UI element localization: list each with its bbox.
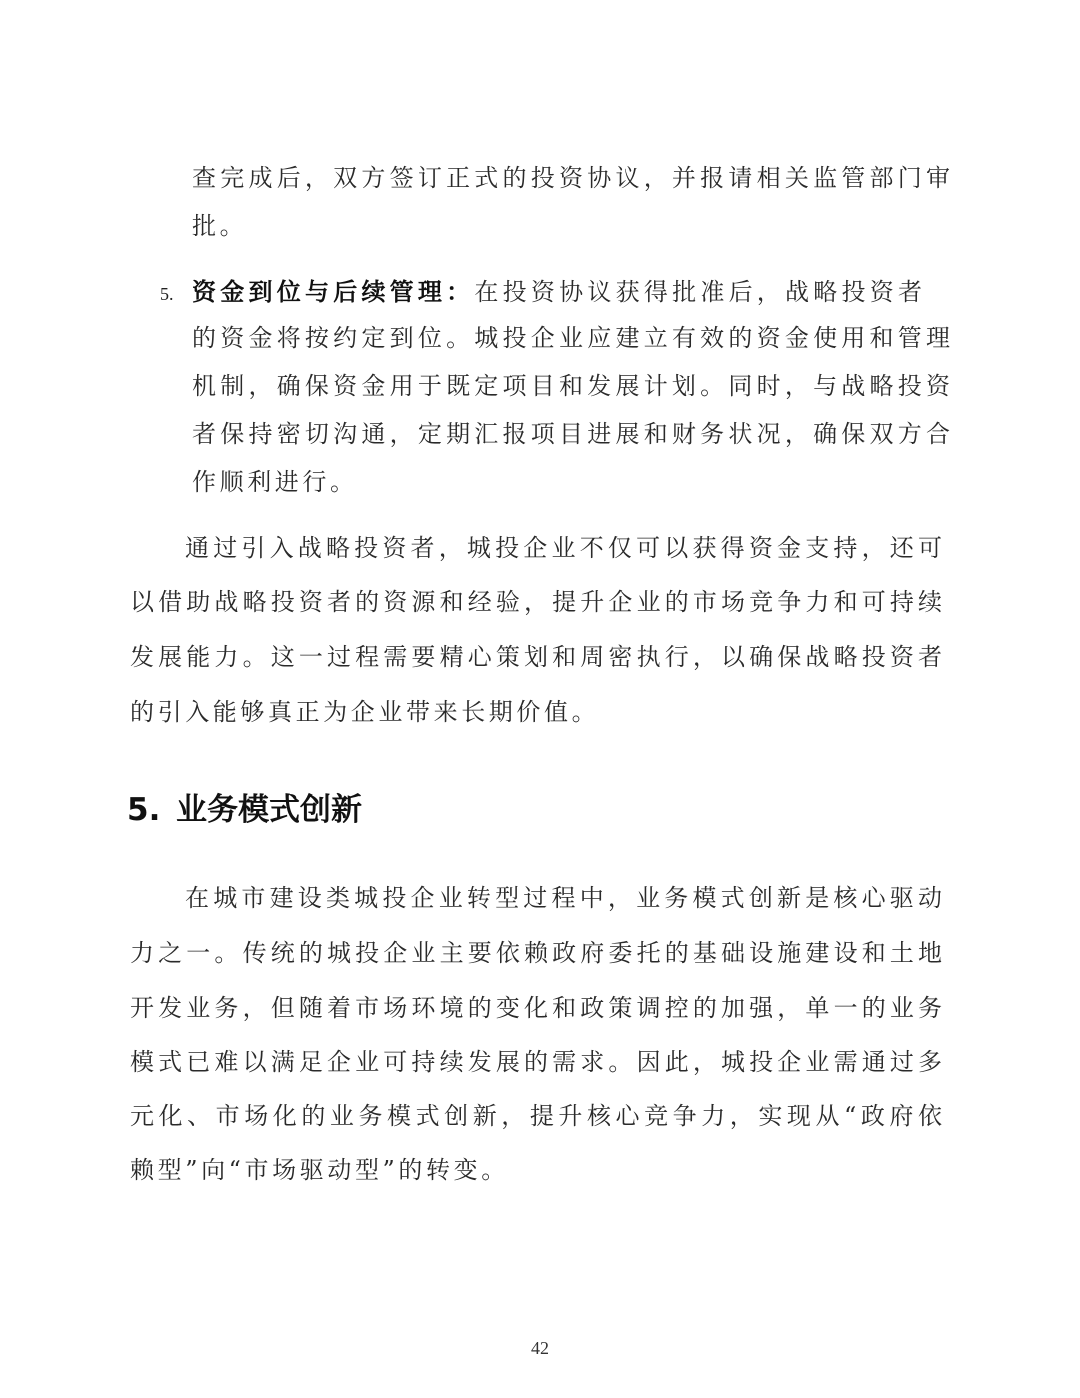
list-item-first-line (192, 276, 922, 308)
list-item-line: 机制，确保资金用于既定项目和发展计划。同时，与战略投资 (192, 372, 950, 400)
continuation-line: 查完成后，双方签订正式的投资协议，并报请相关监管部门审 (192, 164, 950, 192)
list-item-bold-lead: 资金到位与后续管理： (192, 278, 475, 306)
section-title: 业务模式创新 (176, 792, 362, 828)
paragraph-line: 力之一。传统的城投企业主要依赖政府委托的基础设施建设和土地 (130, 939, 942, 967)
paragraph-line: 在城市建设类城投企业转型过程中，业务模式创新是核心驱动 (185, 884, 942, 912)
list-item-line: 作顺利进行。 (192, 468, 358, 496)
paragraph-line: 模式已难以满足企业可持续发展的需求。因此，城投企业需通过多 (130, 1048, 942, 1076)
paragraph-line: 的引入能够真正为企业带来长期价值。 (130, 698, 600, 726)
list-item-line: 者保持密切沟通，定期汇报项目进展和财务状况，确保双方合 (192, 420, 950, 448)
list-item-number: 5. (160, 284, 174, 304)
paragraph-line: 以借助战略投资者的资源和经验，提升企业的市场竞争力和可持续 (130, 588, 942, 616)
page-number: 42 (531, 1338, 549, 1358)
list-item-text: 在投资协议获得批准后，战略投资者 (474, 278, 922, 306)
paragraph-line: 赖型”向“市场驱动型”的转变。 (130, 1156, 509, 1184)
paragraph-line: 元化、市场化的业务模式创新，提升核心竞争力，实现从“政府依 (130, 1102, 942, 1130)
list-item-line: 的资金将按约定到位。城投企业应建立有效的资金使用和管理 (192, 324, 950, 352)
section-heading (127, 788, 362, 832)
continuation-line: 批。 (192, 212, 248, 240)
paragraph-line: 通过引入战略投资者，城投企业不仅可以获得资金支持，还可 (185, 534, 942, 562)
paragraph-line: 开发业务，但随着市场环境的变化和政策调控的加强，单一的业务 (130, 994, 942, 1022)
section-number: 5. (127, 792, 161, 828)
paragraph-line: 发展能力。这一过程需要精心策划和周密执行，以确保战略投资者 (130, 643, 942, 671)
